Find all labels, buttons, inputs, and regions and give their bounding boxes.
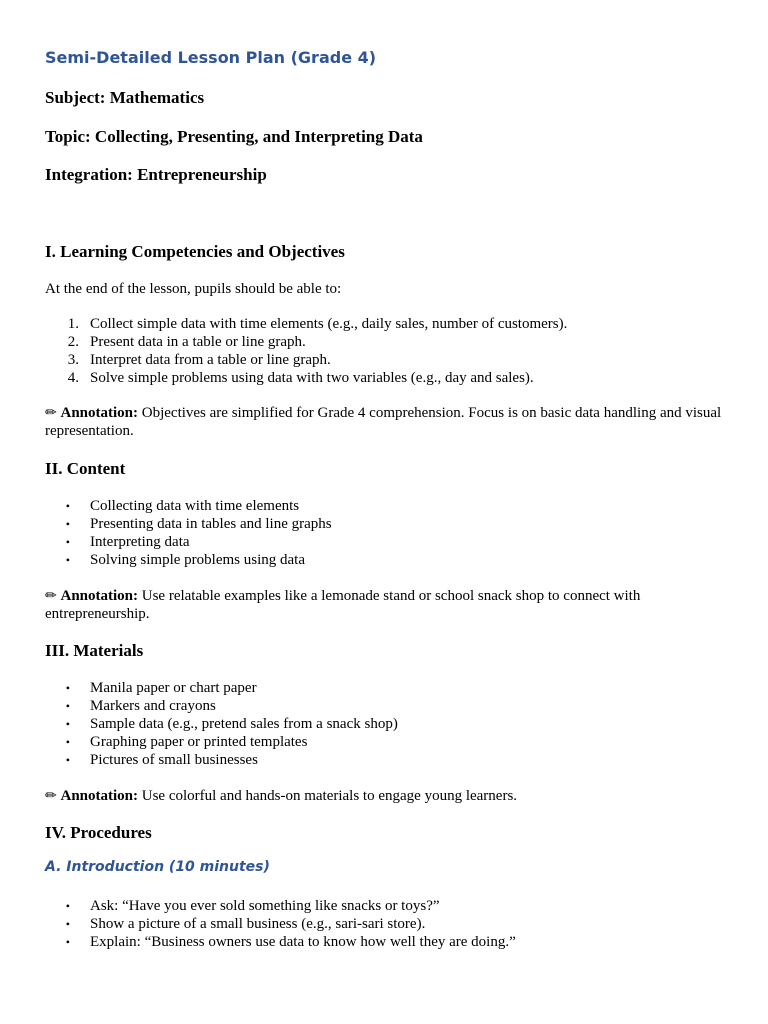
materials-annotation xyxy=(45,787,725,805)
bullet-icon: • xyxy=(65,917,70,931)
annotation-text: Objectives are simplified for Grade 4 comprehension. Focus is on basic data handling and visual representation. xyxy=(45,405,722,439)
content-annotation xyxy=(45,587,725,623)
pencil-icon: ✏ xyxy=(45,588,57,604)
bullet-icon: • xyxy=(65,735,70,749)
bullet-icon: • xyxy=(65,517,70,531)
pencil-icon: ✏ xyxy=(45,405,57,421)
annotation-label: Annotation: xyxy=(60,588,138,604)
list-item xyxy=(45,933,516,951)
content-list xyxy=(45,497,332,569)
list-item-text: Ask: “Have you ever sold something like snacks or toys?” xyxy=(90,898,440,914)
list-item xyxy=(45,733,398,751)
topic-line: Topic: Collecting, Presenting, and Interpreting Data xyxy=(45,127,423,146)
list-item xyxy=(45,679,398,697)
introduction-list xyxy=(45,897,516,951)
bullet-icon: • xyxy=(65,535,70,549)
materials-heading: III. Materials xyxy=(45,641,144,660)
bullet-icon: • xyxy=(65,899,70,913)
list-item xyxy=(45,497,332,515)
objectives-annotation xyxy=(45,404,725,440)
list-item xyxy=(45,551,332,569)
list-number: 3. xyxy=(67,352,79,368)
list-item xyxy=(45,897,516,915)
content-heading: II. Content xyxy=(45,459,126,478)
objectives-list xyxy=(45,315,567,387)
bullet-icon: • xyxy=(65,753,70,767)
list-item-text: Pictures of small businesses xyxy=(90,752,258,768)
list-item-text: Markers and crayons xyxy=(90,698,216,714)
list-item-text: Sample data (e.g., pretend sales from a snack shop) xyxy=(90,716,398,732)
list-item-text: Interpret data from a table or line graph. xyxy=(90,352,331,368)
list-item-text: Manila paper or chart paper xyxy=(90,680,257,696)
materials-list xyxy=(45,679,398,769)
list-number: 2. xyxy=(67,334,79,350)
list-item xyxy=(45,697,398,715)
bullet-icon: • xyxy=(65,553,70,567)
annotation-label: Annotation: xyxy=(60,405,138,421)
list-item xyxy=(45,715,398,733)
list-item-text: Graphing paper or printed templates xyxy=(90,734,308,750)
list-item-text: Collecting data with time elements xyxy=(90,498,300,514)
list-item-text: Present data in a table or line graph. xyxy=(90,334,306,350)
list-item xyxy=(45,369,567,387)
pencil-icon: ✏ xyxy=(45,788,57,804)
list-item-text: Collect simple data with time elements (e.g., daily sales, number of customers). xyxy=(90,316,568,332)
procedures-heading: IV. Procedures xyxy=(45,823,152,842)
annotation-text: Use colorful and hands-on materials to engage young learners. xyxy=(138,788,518,804)
subject-line: Subject: Mathematics xyxy=(45,88,205,107)
bullet-icon: • xyxy=(65,499,70,513)
list-item xyxy=(45,751,398,769)
list-item xyxy=(45,533,332,551)
list-item-text: Solve simple problems using data with two variables (e.g., day and sales). xyxy=(90,370,534,386)
list-item-text: Interpreting data xyxy=(90,534,190,550)
list-item-text: Explain: “Business owners use data to know how well they are doing.” xyxy=(90,934,516,950)
document-title: Semi-Detailed Lesson Plan (Grade 4) xyxy=(45,48,377,67)
objectives-intro: At the end of the lesson, pupils should be able to: xyxy=(45,281,342,297)
list-item xyxy=(45,915,516,933)
list-item xyxy=(45,351,567,369)
bullet-icon: • xyxy=(65,681,70,695)
bullet-icon: • xyxy=(65,699,70,713)
annotation-label: Annotation: xyxy=(60,788,138,804)
bullet-icon: • xyxy=(65,935,70,949)
annotation-text: Use relatable examples like a lemonade stand or school snack shop to connect with entrepreneurship. xyxy=(45,588,641,622)
bullet-icon: • xyxy=(65,717,70,731)
introduction-subheading: A. Introduction (10 minutes) xyxy=(45,859,270,875)
list-item-text: Presenting data in tables and line graphs xyxy=(90,516,332,532)
list-number: 1. xyxy=(67,316,79,332)
list-item xyxy=(45,515,332,533)
list-item-text: Solving simple problems using data xyxy=(90,552,305,568)
integration-line: Integration: Entrepreneurship xyxy=(45,165,267,184)
objectives-heading: I. Learning Competencies and Objectives xyxy=(45,242,345,261)
list-number: 4. xyxy=(67,370,79,386)
list-item xyxy=(45,315,567,333)
list-item-text: Show a picture of a small business (e.g., sari-sari store). xyxy=(90,916,426,932)
list-item xyxy=(45,333,567,351)
